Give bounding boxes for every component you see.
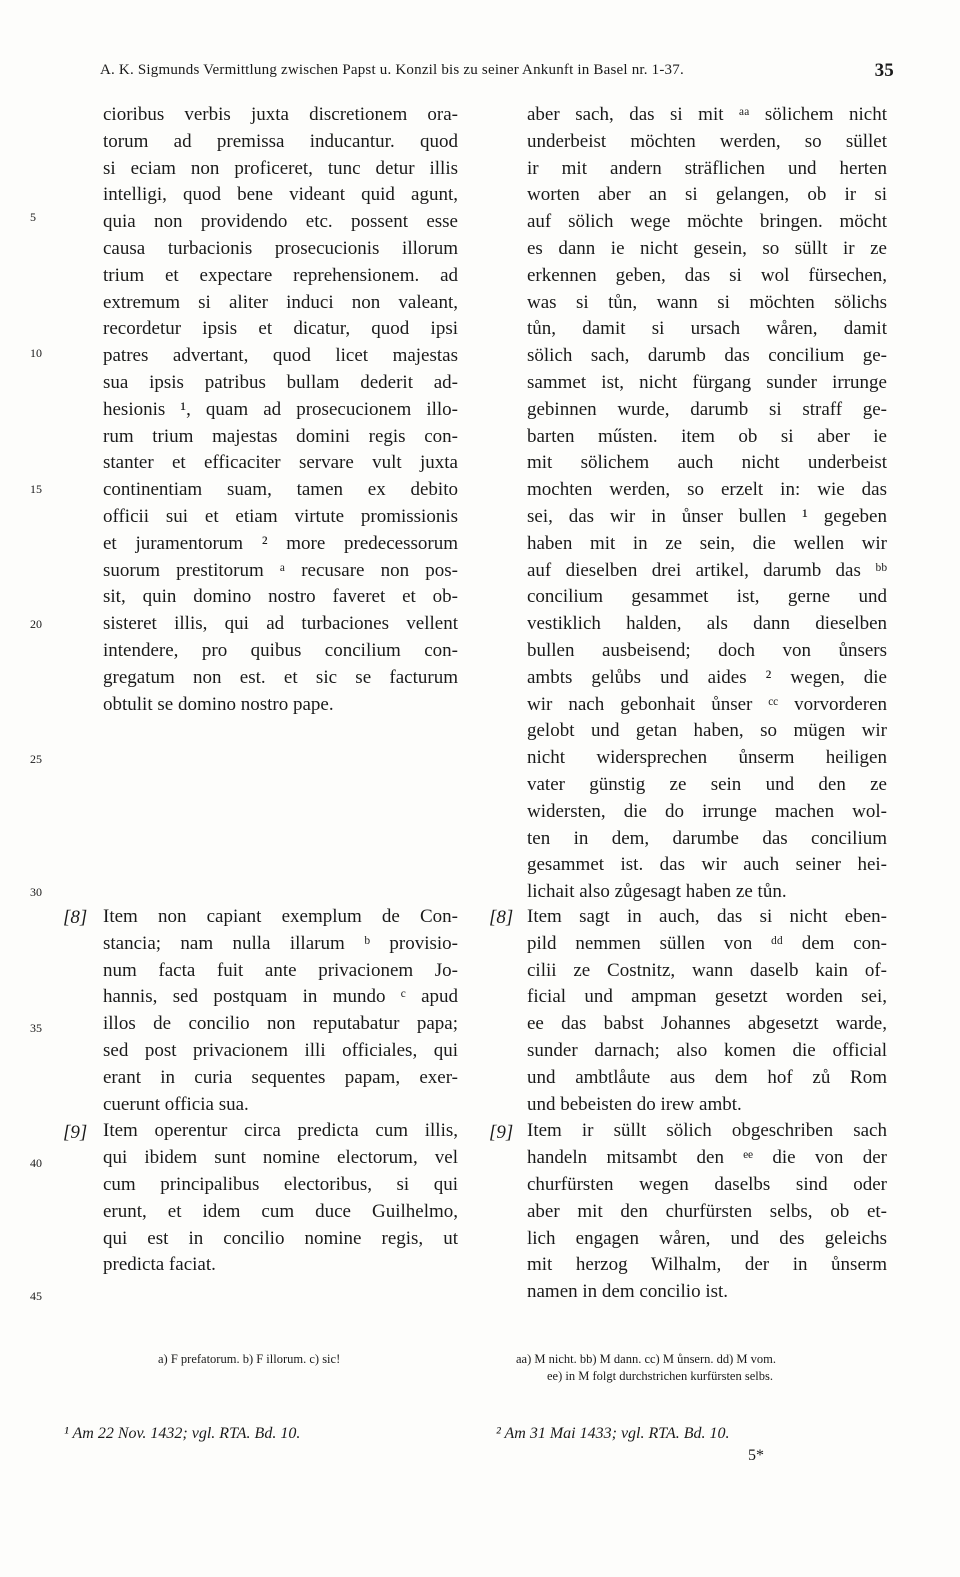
text-line: es dann ie nicht gesein, so süllt ir ze xyxy=(527,237,887,259)
text-line: auf sölich wege möchte bringen. möcht xyxy=(527,211,887,233)
paragraph-mark: [9] xyxy=(489,1122,514,1143)
text-line: Item operentur circa predicta cum illis, xyxy=(103,1120,458,1142)
text-line: pild nemmen süllen von ᵈᵈ dem con- xyxy=(527,932,887,954)
text-line: predicta faciat. xyxy=(103,1254,216,1276)
text-line: torum ad premissa inducantur. quod xyxy=(103,130,458,152)
text-line: officii sui et etiam virtute promissionis xyxy=(103,505,458,527)
text-line: mit herzog Wilhalm, der in ůnserm xyxy=(527,1254,887,1276)
text-line: ir mit andern sträflichen und herten xyxy=(527,157,887,179)
text-line: ambts gelůbs und aides ² wegen, die xyxy=(527,666,887,688)
footnote-2: ² Am 31 Mai 1433; vgl. RTA. Bd. 10. xyxy=(496,1425,730,1442)
running-title: A. K. Sigmunds Vermittlung zwischen Papst u. Konzil bis zu seiner Ankunft in Basel nr. 1-37. xyxy=(100,62,684,78)
line-number: 45 xyxy=(30,1289,42,1303)
text-line: cum principalibus electoribus, si qui xyxy=(103,1173,458,1195)
paragraph-mark: [9] xyxy=(63,1122,88,1143)
text-line: mit sölichem auch nicht underbeist xyxy=(527,452,887,474)
text-line: wir nach gebonhait ůnser ᶜᶜ vorvorderen xyxy=(527,693,887,715)
text-line: trium et expectare reprehensionem. ad xyxy=(103,264,458,286)
text-line: auf dieselben drei artikel, darumb das ᵇᵇ xyxy=(527,559,887,581)
variant-notes-left: a) F prefatorum. b) F illorum. c) sic! xyxy=(158,1352,341,1366)
text-line: sunder darnach; also komen die official xyxy=(527,1039,887,1061)
text-line: sammet ist, nicht fürgang sunder irrunge xyxy=(527,371,887,393)
text-line: lich engagen wåren, und des geleichs xyxy=(527,1227,887,1249)
text-line: cioribus verbis juxta discretionem ora- xyxy=(103,104,458,125)
text-line: vestiklich halden, als dann dieselben xyxy=(527,613,887,635)
text-line: sua ipsis patribus bullam dederit ad- xyxy=(103,371,458,393)
text-line: Item ir süllt sölich obgeschriben sach xyxy=(527,1120,887,1142)
text-line: underbeist möchten werden, so süllet xyxy=(527,130,887,152)
text-line: erant in curia sequentes papam, exer- xyxy=(103,1066,458,1088)
text-line: obtulit se domino nostro pape. xyxy=(103,693,334,715)
paragraph-mark: [8] xyxy=(489,907,514,928)
text-line: qui ibidem sunt nomine electorum, vel xyxy=(103,1147,458,1169)
text-line: hesionis ¹, quam ad prosecucionem illo- xyxy=(103,398,458,420)
text-line: vater günstig ze sein und den ze xyxy=(527,773,887,795)
text-line: illos de concilio non reputabatur papa; xyxy=(103,1013,458,1035)
text-line: ficial und ampman gesetzt worden sei, xyxy=(527,986,887,1008)
text-line: ee das babst Johannes abgesetzt warde, xyxy=(527,1013,887,1035)
line-number: 5 xyxy=(30,210,36,224)
variant-notes-right-line2: ee) in M folgt durchstrichen kurfürsten selbs. xyxy=(547,1369,773,1383)
text-line: barten műsten. item ob si aber ie xyxy=(527,425,887,447)
text-line: gregatum non est. et sic se facturum xyxy=(103,666,458,688)
text-line: Item non capiant exemplum de Con- xyxy=(103,906,458,927)
text-line: namen in dem concilio ist. xyxy=(527,1281,729,1303)
text-line: bullen ausbeisend; doch von ůnsers xyxy=(527,639,887,661)
german-text-block-2 xyxy=(527,904,887,1306)
text-line: causa turbacionis prosecucionis illorum xyxy=(103,237,458,259)
text-line: cuerunt officia sua. xyxy=(103,1093,249,1115)
text-line: erkennen geben, das si wol fürsechen, xyxy=(527,264,887,286)
text-line: extremum si aliter induci non valeant, xyxy=(103,291,458,313)
text-line: sed post privacionem illi officiales, qui xyxy=(103,1039,458,1061)
line-number: 30 xyxy=(30,885,42,899)
text-line: concilium gesammet ist, gerne und xyxy=(527,586,887,608)
text-line: nicht widersprechen ůnserm heiligen xyxy=(527,747,887,769)
footnote-1: ¹ Am 22 Nov. 1432; vgl. RTA. Bd. 10. xyxy=(64,1425,301,1442)
text-line: sit, quin domino nostro faveret et ob- xyxy=(103,586,458,608)
text-line: gesammet ist. das wir auch seiner hei- xyxy=(527,854,887,876)
line-number: 35 xyxy=(30,1021,42,1035)
text-line: stancia; nam nulla illarum ᵇ provisio- xyxy=(103,932,458,954)
text-line: sei, das wir in ůnser bullen ¹ gegeben xyxy=(527,505,887,527)
text-line: et juramentorum ² more predecessorum xyxy=(103,532,458,554)
text-line: lichait also zůgesagt haben ze tůn. xyxy=(527,881,787,903)
text-line: hannis, sed postquam in mundo ᶜ apud xyxy=(103,986,458,1008)
text-line: mochten werden, so erzelt in: wie das xyxy=(527,479,887,501)
paragraph-mark: [8] xyxy=(63,907,88,928)
text-line: aber mit den churfürsten selbs, ob et- xyxy=(527,1200,887,1222)
text-line: rum trium majestas domini regis con- xyxy=(103,425,458,447)
signature-mark: 5* xyxy=(748,1447,764,1464)
text-line: erunt, et idem cum duce Guilhelmo, xyxy=(103,1200,458,1222)
text-line: stanter et efficaciter servare vult juxta xyxy=(103,452,458,474)
line-number: 20 xyxy=(30,617,42,631)
text-line: si eciam non proficeret, tunc detur illis xyxy=(103,157,458,179)
running-header xyxy=(100,60,894,81)
latin-text-block-2 xyxy=(103,904,458,1279)
page-number: 35 xyxy=(874,60,894,81)
text-line: und ambtlåute aus dem hof zů Rom xyxy=(527,1066,887,1088)
text-line: und bebeisten do irew ambt. xyxy=(527,1093,742,1115)
text-line: intendere, pro quibus concilium con- xyxy=(103,639,458,661)
text-line: worten aber an si gelangen, ob ir si xyxy=(527,184,887,206)
text-line: quia non providendo etc. possent esse xyxy=(103,211,458,233)
text-line: tůn, damit si ursach wåren, damit xyxy=(527,318,887,340)
text-line: suorum prestitorum ᵃ recusare non pos- xyxy=(103,559,458,581)
text-line: churfürsten wegen daselbs sind oder xyxy=(527,1173,887,1195)
text-line: Item sagt in auch, das si nicht eben- xyxy=(527,906,887,927)
text-line: gelobt und getan haben, so mügen wir xyxy=(527,720,887,742)
text-line: gebinnen wurde, darumb si straff ge- xyxy=(527,398,887,420)
text-line: aber sach, das si mit ᵃᵃ sölichem nicht xyxy=(527,104,887,125)
text-line: sölich sach, darumb das concilium ge- xyxy=(527,345,887,367)
variant-notes-right-line1: aa) M nicht. bb) M dann. cc) M ůnsern. dd) M vom. xyxy=(516,1352,777,1366)
line-number: 25 xyxy=(30,752,42,766)
text-line: was si tůn, wann si möchten sölichs xyxy=(527,291,887,313)
text-line: intelligi, quod bene videant quid agunt, xyxy=(103,184,458,206)
text-line: qui est in concilio nomine regis, ut xyxy=(103,1227,458,1249)
text-line: widersten, die do irrunge machen wol- xyxy=(527,800,887,822)
text-line: continentiam suam, tamen ex debito xyxy=(103,479,458,501)
text-line: sisteret illis, qui ad turbaciones vellent xyxy=(103,613,458,635)
line-number: 15 xyxy=(30,482,42,496)
text-line: handeln mitsambt den ᵉᵉ die von der xyxy=(527,1147,887,1169)
latin-text-block-1 xyxy=(103,102,458,718)
text-line: haben mit in ze sein, die wellen wir xyxy=(527,532,887,554)
german-text-block-1 xyxy=(527,102,887,906)
text-line: cilii ze Costnitz, wann daselb kain of- xyxy=(527,959,887,981)
text-line: ten in dem, darumbe das concilium xyxy=(527,827,887,849)
text-line: num facta fuit ante privacionem Jo- xyxy=(103,959,458,981)
text-line: patres advertant, quod licet majestas xyxy=(103,345,458,367)
line-number: 10 xyxy=(30,346,42,360)
text-line: recordetur ipsis et dicatur, quod ipsi xyxy=(103,318,458,340)
line-number: 40 xyxy=(30,1156,42,1170)
